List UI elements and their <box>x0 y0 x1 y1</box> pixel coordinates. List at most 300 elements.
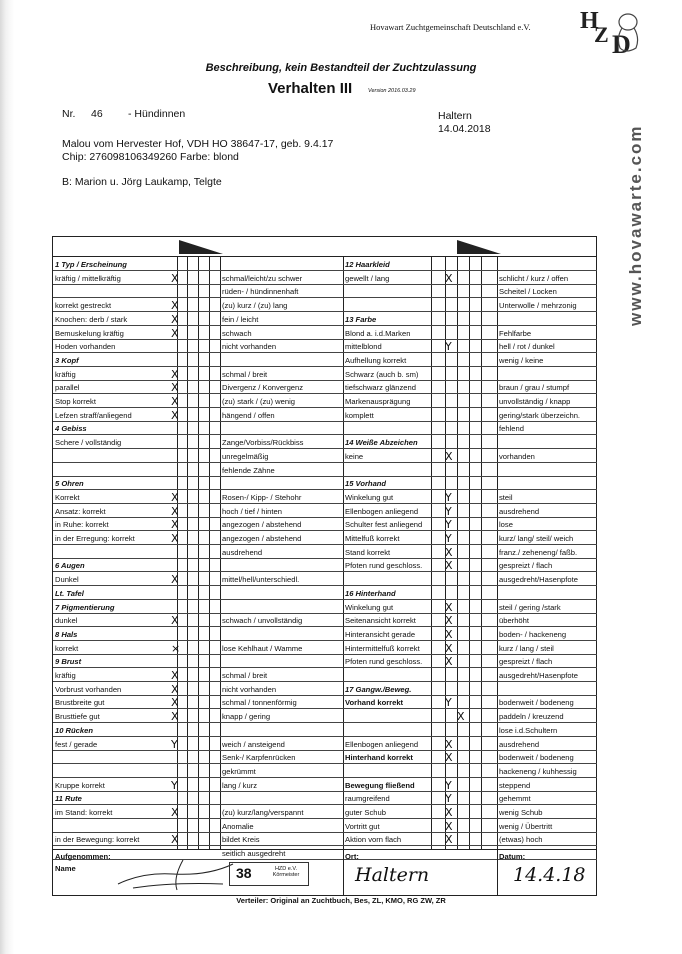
aufgenommen-label: Aufgenommen: <box>55 852 111 861</box>
criterion-negative: (etwas) hoch <box>497 833 597 846</box>
criterion-negative: lose i.d.Schultern <box>497 724 597 737</box>
check-mark: X <box>171 682 179 696</box>
criterion-positive: Knochen: derb / stark <box>53 313 177 326</box>
rating-cells <box>431 491 497 504</box>
rating-cells <box>177 272 220 285</box>
rating-cells <box>177 587 220 600</box>
criterion-positive <box>53 546 177 559</box>
rating-cells <box>431 450 497 463</box>
criterion-positive: Lefzen straff/anliegend <box>53 409 177 422</box>
criterion-negative: lose Kehlhaut / Wamme <box>220 642 343 655</box>
criterion-positive <box>343 299 431 312</box>
criterion-negative: schmal / breit <box>220 669 343 682</box>
form-subtitle: Beschreibung, kein Bestandteil der Zuchtzulassung <box>205 62 477 74</box>
criterion-positive <box>343 464 431 477</box>
check-mark: X <box>445 655 453 669</box>
criterion-positive: Hinteransicht gerade <box>343 628 431 641</box>
section-heading: 17 Gangw./Beweg. <box>343 683 431 696</box>
criterion-positive: Mittelfuß korrekt <box>343 532 431 545</box>
section-heading: 12 Haarkleid <box>343 258 431 271</box>
logo-letter-z: Z <box>594 22 609 47</box>
criterion-negative: nicht vorhanden <box>220 683 343 696</box>
criterion-positive <box>53 751 177 764</box>
section-heading: 8 Hals <box>53 628 177 641</box>
logo-dog-icon <box>576 8 642 60</box>
criterion-negative: schmal / breit <box>220 368 343 381</box>
check-mark: X <box>171 518 179 532</box>
logo-letter-d: D <box>612 30 631 59</box>
criterion-negative <box>220 354 343 367</box>
dog-category: - Hündinnen <box>128 108 186 120</box>
rating-cells <box>431 628 497 641</box>
criterion-negative: angezogen / abstehend <box>220 518 343 531</box>
criterion-positive: Winkelung gut <box>343 491 431 504</box>
hzd-logo <box>576 8 642 60</box>
rating-cells <box>431 792 497 805</box>
nr-value: 46 <box>91 108 103 120</box>
criterion-positive: kräftig / mittelkräftig <box>53 272 177 285</box>
stamp-text: HZD e.V. Körmeister <box>272 866 300 878</box>
criterion-negative: Rosen-/ Kipp- / Stehohr <box>220 491 343 504</box>
datum-handwritten: 14.4.18 <box>513 864 586 886</box>
criterion-positive: Schwarz (auch b. sm) <box>343 368 431 381</box>
check-mark: X <box>171 299 179 313</box>
criterion-negative: lang / kurz <box>220 779 343 792</box>
criterion-negative: braun / grau / stumpf <box>497 381 597 394</box>
rating-cells <box>431 696 497 709</box>
check-mark: Y <box>445 340 452 354</box>
criterion-negative: fehlend <box>497 422 597 435</box>
section-heading: 5 Ohren <box>53 477 177 490</box>
criterion-negative: angezogen / abstehend <box>220 532 343 545</box>
rating-cells <box>431 573 497 586</box>
rating-cells <box>431 532 497 545</box>
check-mark: Y <box>445 696 452 710</box>
criterion-positive: in Ruhe: korrekt <box>53 518 177 531</box>
criterion-negative: wenig / Übertritt <box>497 820 597 833</box>
section-heading: 9 Brust <box>53 655 177 668</box>
signature-row <box>53 849 596 895</box>
koermeister-stamp <box>229 862 309 886</box>
criterion-negative <box>497 368 597 381</box>
criterion-negative <box>497 436 597 449</box>
criterion-negative: (zu) kurz / (zu) lang <box>220 299 343 312</box>
check-mark: X <box>171 395 179 408</box>
rating-cells <box>431 546 497 559</box>
criterion-negative: knapp / gering <box>220 710 343 723</box>
check-mark: X <box>445 600 453 614</box>
criterion-negative <box>220 601 343 614</box>
criterion-negative: seitlich ausgedreht <box>220 847 343 860</box>
criterion-positive: Kruppe korrekt <box>53 779 177 792</box>
rating-cells <box>431 683 497 696</box>
rating-cells <box>177 422 220 435</box>
criterion-positive <box>53 820 177 833</box>
criterion-positive: Vorhand korrekt <box>343 696 431 709</box>
criterion-negative <box>220 724 343 737</box>
criterion-negative <box>220 587 343 600</box>
rating-cells <box>177 450 220 463</box>
criterion-negative: Divergenz / Konvergenz <box>220 381 343 394</box>
check-mark: X <box>171 696 179 710</box>
ort-label: Ort: <box>345 852 359 861</box>
criterion-positive: Hintermittelfuß korrekt <box>343 642 431 655</box>
ort-handwritten: Haltern <box>355 864 430 886</box>
rating-cells <box>177 683 220 696</box>
rating-cells <box>431 409 497 422</box>
criterion-positive: Winkelung gut <box>343 601 431 614</box>
criterion-negative: hängend / offen <box>220 409 343 422</box>
section-heading: 16 Hinterhand <box>343 587 431 600</box>
criterion-negative: vorhanden <box>497 450 597 463</box>
check-mark: X <box>171 669 179 682</box>
criterion-negative: ausgedreht/Hasenpfote <box>497 573 597 586</box>
check-mark: X <box>445 833 453 847</box>
criterion-positive: guter Schub <box>343 806 431 819</box>
rating-cells <box>177 327 220 340</box>
rating-cells <box>177 614 220 627</box>
rating-cells <box>177 409 220 422</box>
check-mark: X <box>171 326 179 340</box>
criterion-positive: Ansatz: korrekt <box>53 505 177 518</box>
rating-cells <box>431 833 497 846</box>
check-mark: X <box>445 545 453 559</box>
dog-name: Malou vom Hervester Hof, VDH HO 38647-17, geb. 9.4.17 <box>62 138 334 150</box>
criterion-negative: ausdrehend <box>497 505 597 518</box>
criterion-positive: Pfoten rund geschloss. <box>343 559 431 572</box>
criterion-positive: im Stand: korrekt <box>53 806 177 819</box>
criterion-positive <box>343 765 431 778</box>
rating-cells <box>431 601 497 614</box>
criterion-positive: parallel <box>53 381 177 394</box>
rating-cells <box>431 655 497 668</box>
rating-cells <box>177 546 220 559</box>
rating-cells <box>431 258 497 271</box>
criterion-negative: Anomalie <box>220 820 343 833</box>
check-mark: Y <box>445 778 452 792</box>
criterion-positive <box>343 710 431 723</box>
rating-cells <box>431 313 497 326</box>
criterion-positive: Korrekt <box>53 491 177 504</box>
criterion-negative <box>220 559 343 572</box>
criterion-positive: Pfoten rund geschloss. <box>343 655 431 668</box>
check-mark: X <box>171 490 179 504</box>
check-mark: X <box>445 449 453 463</box>
criterion-negative: Senk-/ Karpfenrücken <box>220 751 343 764</box>
check-mark: X <box>171 614 179 628</box>
criterion-positive <box>53 285 177 298</box>
criterion-negative <box>497 313 597 326</box>
rating-cells <box>431 381 497 394</box>
rating-cells <box>177 724 220 737</box>
rating-cells <box>177 642 220 655</box>
check-mark: X <box>445 806 453 819</box>
rating-cells <box>177 765 220 778</box>
scale-triangle-left <box>179 240 223 254</box>
criterion-positive <box>343 669 431 682</box>
rating-cells <box>431 505 497 518</box>
criterion-negative: wenig Schub <box>497 806 597 819</box>
section-heading: 3 Kopf <box>53 354 177 367</box>
criterion-negative: paddeln / kreuzend <box>497 710 597 723</box>
criterion-positive: Vortritt gut <box>343 820 431 833</box>
section-heading: 15 Vorhand <box>343 477 431 490</box>
criterion-negative: schwach <box>220 327 343 340</box>
criterion-positive: Ellenbogen anliegend <box>343 505 431 518</box>
rating-cells <box>431 751 497 764</box>
check-mark: X <box>171 710 179 724</box>
criterion-positive <box>343 285 431 298</box>
criterion-positive <box>343 422 431 435</box>
criterion-negative: hackeneng / kuhhessig <box>497 765 597 778</box>
criterion-positive: korrekt <box>53 642 177 655</box>
rating-cells <box>431 477 497 490</box>
rating-cells <box>177 655 220 668</box>
rating-cells <box>177 368 220 381</box>
evaluation-table <box>52 236 597 896</box>
criterion-positive <box>343 724 431 737</box>
criterion-positive <box>53 464 177 477</box>
rating-cells <box>177 381 220 394</box>
check-mark: X <box>445 559 453 573</box>
section-heading: 4 Gebiss <box>53 422 177 435</box>
criterion-negative <box>220 477 343 490</box>
criterion-negative: steppend <box>497 779 597 792</box>
criterion-negative: Unterwolle / mehrzonig <box>497 299 597 312</box>
check-mark: X <box>171 381 179 395</box>
section-heading: 14 Weiße Abzeichen <box>343 436 431 449</box>
check-mark: Y <box>171 737 178 751</box>
check-mark: X <box>171 532 179 545</box>
rating-cells <box>177 477 220 490</box>
logo-letter-h: H <box>580 8 599 34</box>
rating-cells <box>177 340 220 353</box>
check-mark: Y <box>445 518 452 532</box>
check-mark: X <box>445 737 453 751</box>
criterion-positive: fest / gerade <box>53 738 177 751</box>
check-mark: X <box>445 614 453 628</box>
criterion-negative: schlicht / kurz / offen <box>497 272 597 285</box>
criterion-positive <box>53 450 177 463</box>
rating-cells <box>177 464 220 477</box>
rating-cells <box>177 751 220 764</box>
criterion-negative: kurz / lang / steil <box>497 642 597 655</box>
rating-cells <box>177 559 220 572</box>
rating-cells <box>431 669 497 682</box>
criterion-positive: keine <box>343 450 431 463</box>
criterion-negative: schwach / unvollständig <box>220 614 343 627</box>
criterion-negative <box>497 464 597 477</box>
rating-cells <box>431 820 497 833</box>
rating-cells <box>177 573 220 586</box>
section-heading: 10 Rücken <box>53 724 177 737</box>
rating-cells <box>431 779 497 792</box>
rating-cells <box>431 354 497 367</box>
criterion-positive: Dunkel <box>53 573 177 586</box>
criterion-positive <box>343 573 431 586</box>
criterion-negative: steil <box>497 491 597 504</box>
check-mark: X <box>445 819 453 833</box>
criterion-negative: gespreizt / flach <box>497 655 597 668</box>
nr-label: Nr. <box>62 108 76 120</box>
rating-cells <box>431 436 497 449</box>
rating-cells <box>177 436 220 449</box>
form-version: Version 2016.03.29 <box>368 88 416 94</box>
check-mark: × <box>171 641 181 655</box>
criterion-negative: gehemmt <box>497 792 597 805</box>
form-title: Verhalten III <box>268 80 353 97</box>
rating-cells <box>431 518 497 531</box>
criterion-negative: steil / gering /stark <box>497 601 597 614</box>
rating-cells <box>177 258 220 271</box>
check-mark: X <box>171 271 179 285</box>
criterion-positive: Brustbreite gut <box>53 696 177 709</box>
criterion-negative: gekrümmt <box>220 765 343 778</box>
criterion-negative <box>497 587 597 600</box>
rating-cells <box>431 559 497 572</box>
check-mark: X <box>445 627 453 641</box>
criterion-negative: (zu) kurz/lang/verspannt <box>220 806 343 819</box>
criterion-negative: kurz/ lang/ steil/ weich <box>497 532 597 545</box>
criterion-positive: komplett <box>343 409 431 422</box>
check-mark: X <box>171 806 179 819</box>
criterion-negative: unvollständig / knapp <box>497 395 597 408</box>
criterion-negative: nicht vorhanden <box>220 340 343 353</box>
rating-cells <box>431 285 497 298</box>
criterion-positive: Vorbrust vorhanden <box>53 683 177 696</box>
criterion-negative: lose <box>497 518 597 531</box>
criterion-negative: hell / rot / dunkel <box>497 340 597 353</box>
check-mark: X <box>171 833 179 847</box>
check-mark: Y <box>171 778 178 792</box>
rating-cells <box>431 724 497 737</box>
rating-cells <box>177 285 220 298</box>
check-mark: X <box>171 504 179 518</box>
criterion-positive: gewellt / lang <box>343 272 431 285</box>
rating-cells <box>177 628 220 641</box>
criterion-negative: gering/stark überzeichn. <box>497 409 597 422</box>
check-mark: X <box>171 408 179 422</box>
criterion-positive: Markenausprägung <box>343 395 431 408</box>
criterion-positive: Ellenbogen anliegend <box>343 738 431 751</box>
rating-cells <box>177 792 220 805</box>
rating-cells <box>431 765 497 778</box>
criterion-positive: Seitenansicht korrekt <box>343 614 431 627</box>
section-heading: 7 Pigmentierung <box>53 601 177 614</box>
rating-cells <box>431 642 497 655</box>
criterion-negative: rüden- / hündinnenhaft <box>220 285 343 298</box>
section-heading: 13 Farbe <box>343 313 431 326</box>
criterion-negative: fehlende Zähne <box>220 464 343 477</box>
rating-cells <box>431 272 497 285</box>
criterion-negative <box>220 628 343 641</box>
criterion-positive: in der Erregung: korrekt <box>53 532 177 545</box>
check-mark: X <box>445 641 453 655</box>
section-heading: 1 Typ / Erscheinung <box>53 258 177 271</box>
criterion-positive: Aktion vorn flach <box>343 833 431 846</box>
criterion-negative <box>497 683 597 696</box>
criterion-positive: Schere / vollständig <box>53 436 177 449</box>
criterion-negative <box>497 477 597 490</box>
rating-cells <box>177 518 220 531</box>
criterion-negative: unregelmäßig <box>220 450 343 463</box>
table-header-row <box>53 237 596 257</box>
criterion-negative: Scheitel / Locken <box>497 285 597 298</box>
rating-cells <box>431 587 497 600</box>
criterion-negative: mittel/hell/unterschiedl. <box>220 573 343 586</box>
rating-cells <box>431 422 497 435</box>
criterion-negative <box>220 422 343 435</box>
rating-cells <box>177 738 220 751</box>
criterion-negative: boden- / hackeneng <box>497 628 597 641</box>
chip-info: Chip: 276098106349260 Farbe: blond <box>62 151 239 163</box>
criterion-negative: hoch / tief / hinten <box>220 505 343 518</box>
criterion-negative: Zange/Vorbiss/Rückbiss <box>220 436 343 449</box>
place: Haltern <box>438 110 472 122</box>
check-mark: Y <box>445 532 452 545</box>
criterion-negative: schmal/leicht/zu schwer <box>220 272 343 285</box>
section-heading: Lt. Tafel <box>53 587 177 600</box>
criterion-negative <box>497 258 597 271</box>
check-mark: X <box>171 573 179 587</box>
rating-cells <box>431 464 497 477</box>
check-mark: X <box>445 271 453 285</box>
rating-cells <box>431 340 497 353</box>
criterion-negative: (zu) stark / (zu) wenig <box>220 395 343 408</box>
check-mark: X <box>171 367 179 381</box>
rating-cells <box>177 669 220 682</box>
criterion-negative: bodenweit / bodeneng <box>497 696 597 709</box>
scale-triangle-right <box>457 240 501 254</box>
rating-cells <box>431 327 497 340</box>
rating-cells <box>177 532 220 545</box>
name-label: Name <box>55 864 76 873</box>
criterion-positive <box>53 765 177 778</box>
section-heading: 6 Augen <box>53 559 177 572</box>
rating-cells <box>177 820 220 833</box>
rating-cells <box>177 299 220 312</box>
criterion-negative: schmal / tonnenförmig <box>220 696 343 709</box>
rating-cells <box>177 696 220 709</box>
rating-cells <box>177 833 220 846</box>
rating-cells <box>177 601 220 614</box>
rating-cells <box>431 368 497 381</box>
rating-cells <box>431 614 497 627</box>
rating-cells <box>177 779 220 792</box>
criterion-positive: Hinterhand korrekt <box>343 751 431 764</box>
criterion-negative: gespreizt / flach <box>497 559 597 572</box>
criterion-negative: weich / ansteigend <box>220 738 343 751</box>
rating-cells <box>177 806 220 819</box>
rating-cells <box>431 806 497 819</box>
check-mark: X <box>171 312 179 326</box>
criterion-positive: kräftig <box>53 368 177 381</box>
rating-cells <box>177 710 220 723</box>
check-mark: X <box>457 710 465 724</box>
check-mark: Y <box>445 792 452 806</box>
criterion-negative: ausgedreht/Hasenpfote <box>497 669 597 682</box>
criterion-positive: tiefschwarz glänzend <box>343 381 431 394</box>
date: 14.04.2018 <box>438 123 491 135</box>
rating-cells <box>177 354 220 367</box>
distribution-footer: Verteiler: Original an Zuchtbuch, Bes, ZL, KMO, RG ZW, ZR <box>236 896 446 905</box>
breeder: B: Marion u. Jörg Laukamp, Telgte <box>62 176 222 188</box>
stamp-number: 38 <box>236 865 252 881</box>
check-mark: Y <box>445 504 452 518</box>
criterion-positive: korrekt gestreckt <box>53 299 177 312</box>
rating-cells <box>431 395 497 408</box>
side-url: www.hovawarte.com <box>626 124 645 326</box>
